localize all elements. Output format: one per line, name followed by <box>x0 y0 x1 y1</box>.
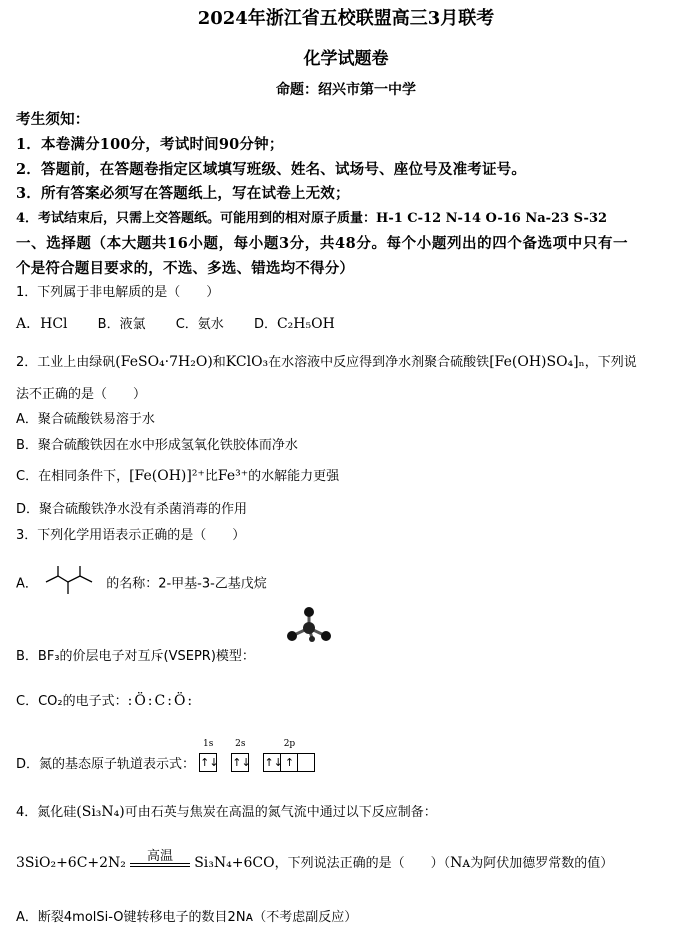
q1-stem: 1．下列属于非电解质的是（ ） <box>16 285 220 300</box>
orbital-2p-box-3 <box>298 753 315 772</box>
q3-option-c <box>16 690 194 709</box>
q2-option-c-formula2: Fe³⁺ <box>217 468 249 484</box>
q4-stem <box>16 801 437 820</box>
orbital-2p-label: 2p <box>283 739 296 749</box>
q3-option-b: B．BF₃的价层电子对互斥(VSEPR)模型： <box>16 649 255 664</box>
q2-option-b: B．聚合硫酸铁因在水中形成氢氧化铁胶体而净水 <box>16 438 298 453</box>
exam-subtitle: 化学试题卷 <box>303 49 389 69</box>
orbital-2s-label: 2s <box>235 739 246 749</box>
notice-heading: 考生须知： <box>16 111 90 128</box>
q3-option-c-text: C．CO₂的电子式： <box>16 694 128 709</box>
q3-stem: 3．下列化学用语表示正确的是（ ） <box>16 528 246 543</box>
orbital-2p-box-2: ↑ <box>281 753 298 772</box>
q4-stem-part2: 可由石英与焦炭在高温的氮气流中通过以下反应制备： <box>124 805 437 820</box>
q2-formula-greenvitriol: (FeSO₄·7H₂O) <box>115 354 213 370</box>
q3-option-d <box>16 739 325 772</box>
q4-eq-reactants: 3SiO₂+6C+2N₂ <box>16 855 126 871</box>
q1-option-d-prefix: D． <box>253 317 277 332</box>
orbital-2s-box: ↑↓ <box>231 753 249 772</box>
q3-option-a-text: 的名称：2-甲基-3-乙基戊烷 <box>106 576 267 592</box>
q4-eq-condition: 高温 <box>147 848 174 864</box>
q1-option-b: B．液氯 <box>97 317 146 332</box>
exam-title: 2024年浙江省五校联盟高三3月联考 <box>197 8 495 29</box>
q2-option-d: D．聚合硫酸铁净水没有杀菌消毒的作用 <box>16 502 248 517</box>
q2-stem-part1: 2．工业上由绿矾 <box>16 355 116 370</box>
q2-stem-part3: 在水溶液中反应得到净水剂聚合硫酸铁 <box>268 355 490 370</box>
q4-eq-tail2: 为阿伏加德罗常数的值） <box>470 856 614 871</box>
q1-option-d <box>254 317 335 332</box>
bf3-model-icon <box>282 606 336 650</box>
q4-option-a: A．断裂4molSi-O键转移电子的数目2Nᴀ（不考虑副反应） <box>16 910 358 925</box>
skeletal-formula-icon <box>42 566 102 598</box>
q2-stem-part4: ，下列说 <box>584 355 637 370</box>
orbital-1s-label: 1s <box>202 739 214 749</box>
q1-option-c: C．氨水 <box>175 317 224 332</box>
notice-item-1: 1．本卷满分100分，考试时间90分钟； <box>16 136 284 153</box>
q3-option-a <box>16 566 267 606</box>
q4-stem-part1: 4．氮化硅 <box>16 805 77 820</box>
q2-option-c-part3: 的水解能力更强 <box>248 469 340 484</box>
co2-electron-formula: :Ö:C:Ö: <box>127 693 195 709</box>
q4-equation <box>16 848 614 871</box>
orbital-1s <box>199 739 219 772</box>
q2-option-c-part1: C．在相同条件下， <box>16 469 130 484</box>
q3-option-a-prefix: A． <box>16 576 38 592</box>
q2-option-a: A．聚合硫酸铁易溶于水 <box>16 412 155 427</box>
q4-eq-tail1: ，下列说法正确的是（ ）（ <box>274 856 451 871</box>
orbital-2p-box-1: ↑↓ <box>263 753 281 772</box>
q2-stem-part2: 和 <box>212 355 226 370</box>
q1-option-d-formula: C₂H₅OH <box>276 316 335 332</box>
notice-item-4: 4．考试结束后，只需上交答题纸。可能用到的相对原子质量：H-1 C-12 N-14 O-16 Na-23 S-32 <box>16 211 608 226</box>
section1-line1: 一、选择题（本大题共16小题，每小题3分，共48分。每个小题列出的四个备选项中只有一 <box>16 235 629 252</box>
q2-option-c-part2: 比 <box>204 469 218 484</box>
q3-option-d-text: D．氮的基态原子轨道表示式： <box>16 757 196 772</box>
q2-option-c <box>16 465 339 484</box>
notice-item-2: 2．答题前，在答题卷指定区域填写班级、姓名、试场号、座位号及准考证号。 <box>16 161 527 178</box>
q2-option-c-formula: [Fe(OH)]²⁺ <box>129 468 205 484</box>
q2-formula-kclo3: KClO₃ <box>225 354 269 370</box>
q4-eq-products: Si₃N₄+6CO <box>194 855 275 871</box>
q2-stem <box>16 351 637 370</box>
q4-eq-na: Nᴀ <box>450 855 471 871</box>
section1-line2: 个是符合题目要求的，不选、多选、错选均不得分） <box>16 260 355 277</box>
q1-options <box>16 313 335 333</box>
q4-formula-si3n4: (Si₃N₄) <box>76 804 125 820</box>
q4-eq-arrow <box>130 848 190 869</box>
orbital-2p <box>263 739 315 772</box>
q2-stem-line2: 法不正确的是（ ） <box>16 387 147 402</box>
q1-option-a: A．HCl <box>16 316 68 332</box>
notice-item-3: 3．所有答案必须写在答题纸上，写在试卷上无效； <box>16 185 350 202</box>
q2-formula-polymer: [Fe(OH)SO₄]ₙ <box>489 354 585 370</box>
exam-author: 命题：绍兴市第一中学 <box>276 82 416 98</box>
orbital-2s <box>231 739 251 772</box>
orbital-1s-box: ↑↓ <box>199 753 217 772</box>
